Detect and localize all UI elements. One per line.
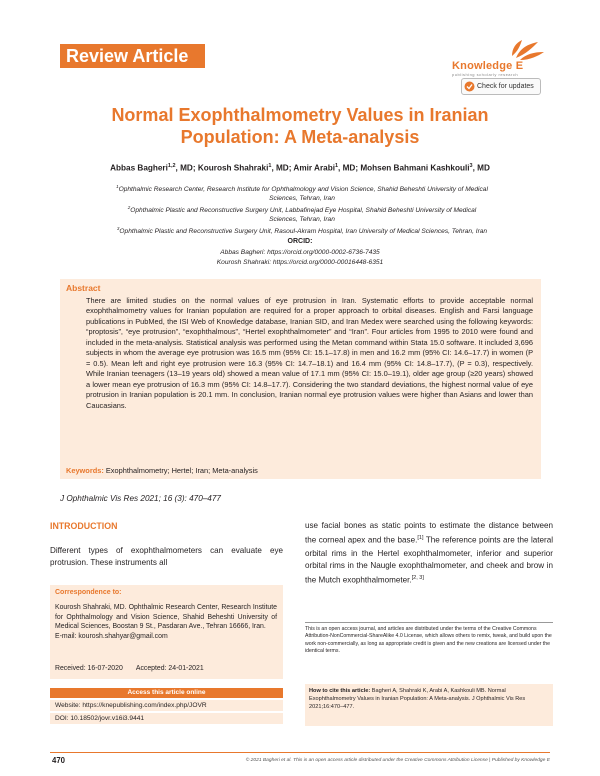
- introduction-text-right: [305, 520, 553, 587]
- introduction-heading: INTRODUCTION: [50, 521, 118, 531]
- orcid-heading: ORCID:: [287, 238, 313, 245]
- publisher-logo-subtext: publishing scholarly research: [452, 72, 519, 77]
- affiliation-line: Ophthalmic Research Center, Research Institute for Ophthalmology and Vision Science, Shahid Beheshti University of Medical: [118, 186, 488, 194]
- author-affiliation-sup: 1,2: [167, 163, 176, 169]
- accepted-date: Accepted: 24-01-2021: [135, 665, 204, 672]
- correspondence-address: Kourosh Shahraki, MD. Ophthalmic Research Center, Research Institute for Ophthalmology and Vision Science, Shahid Beheshti University of Medical Sciences, Boostan 9 St., Pasdaran Ave., Tehran 16666, Iran.: [55, 604, 277, 630]
- author-name: Mohsen Bahmani Kashkouli: [360, 163, 470, 173]
- how-to-cite: [309, 688, 549, 711]
- correspondence-heading: Correspondence to:: [55, 589, 122, 596]
- received-date: Received: 16-07-2020: [55, 665, 123, 672]
- publisher-logo-text: Knowledge E: [452, 60, 524, 72]
- abstract-text: There are limited studies on the normal values of eye protrusion in Iran. Systematic efforts to provide acceptable normal exophthalmometry values for Iranian population are required for a proper approach to orbital diseases. English and Farsi language publications in PubMed, the ISI Web of Knowledge database, Iranian SID, and Iran Medex were searched using the following keywords: “proptosis”, “eye protrusion”, “exophthalmous”, “Hertel exophthalmometer” and “Iran”. Four articles from 1995 to 2010 were found and included in the meta-analysis. Statistical analysis was performed using the Metan command within Stata 15.0 software. It included 3,696 subjects in whom the average eye protrusion was 16.5 mm (95% CI: 15.1–17.8) in men and 16.2 mm (95% CI: 14.6–17.7) in women (P = 0.5). Mean left and right eye protrusion were 16.3 (95% CI: 14.7–18.1) and 16.4 mm (95% CI: 14.8–17.7), (P = 0.3), respectively. While Iranian teenagers (13–19 years old) showed a mean value of 17.1 mm (95% CI: 15.0–19.1), older age group (≥20 years) showed a lower mean eye protrusion of 16.3 mm (95% CI: 14.8–17.7). Considering the two standard deviations, the highest normal value of eye protrusion in Iranian population is 20.1 mm. In conclusion, Iranian normal eye protrusion values were higher than Asians and lower than Caucasians.: [86, 296, 533, 410]
- divider: [305, 622, 553, 623]
- author-name: Kourosh Shahraki: [197, 163, 269, 173]
- website-link[interactable]: Website: https://knepublishing.com/index.php/JOVR: [50, 700, 283, 711]
- page-number: 470: [52, 756, 66, 765]
- doi-link[interactable]: DOI: 10.18502/jovr.v16i3.9441: [50, 713, 283, 724]
- article-dates: [55, 665, 204, 672]
- title-line-2: Population: A Meta-analysis: [180, 127, 420, 147]
- citation-ref[interactable]: [1]: [417, 535, 424, 542]
- author-name: Abbas Bagheri: [110, 163, 168, 173]
- keywords-label: Keywords:: [66, 466, 104, 475]
- correspondence-body: [55, 603, 277, 641]
- author-list: [40, 163, 560, 173]
- affiliation-line: Ophthalmic Plastic and Reconstructive Surgery Unit, Labbafinejad Eye Hospital, Shahid Beheshti University of Medical: [130, 207, 477, 215]
- orcid-link[interactable]: Kourosh Shahraki: https://orcid.org/0000-00016448-6351: [216, 259, 384, 266]
- author-affiliation-sup: 1: [334, 163, 339, 169]
- article-type-banner: Review Article: [60, 44, 205, 68]
- affiliation-line: Sciences, Tehran, Iran: [269, 195, 335, 203]
- author-degree: , MD: [472, 163, 490, 173]
- footer-divider: [50, 752, 550, 753]
- intro-sentence-a: use facial bones as static points to estimate the distance between the corneal apex and the base.: [305, 521, 553, 546]
- affiliation-sup: 2: [127, 205, 131, 210]
- orcid-link[interactable]: Abbas Bagheri: https://orcid.org/0000-0002-6736-7435: [220, 249, 380, 256]
- license-text: This is an open access journal, and articles are distributed under the terms of the Creative Commons Attribution-NonCommercial-ShareAlike 4.0 License, which allows others to remix, tweak, and build upon the work non-commercially, as long as appropriate credit is given and the new creations are licensed under the identical terms.: [305, 626, 552, 655]
- article-title: [50, 104, 550, 148]
- access-online-heading: Access this article online: [50, 688, 283, 698]
- author-degree: , MD;: [175, 163, 198, 173]
- check-updates-icon: [464, 81, 475, 92]
- check-for-updates-button[interactable]: Check for updates: [461, 78, 541, 95]
- how-to-cite-text: Bagheri A, Shahraki K, Arabi A, Kashkouli MB. Normal Exophthalmometry Values in Iranian Population: A Meta-analysis. J Ophthalmic Vis Res 2021;16:470–477.: [309, 688, 526, 710]
- author-degree: , MD;: [338, 163, 361, 173]
- affiliation-sup: 1: [116, 184, 119, 189]
- affiliation-line: Sciences, Tehran, Iran: [269, 216, 335, 224]
- author-affiliation-sup: 1: [268, 163, 272, 169]
- how-to-cite-label: How to cite this article:: [309, 688, 371, 694]
- correspondence-email[interactable]: E-mail: kourosh.shahyar@gmail.com: [55, 632, 168, 640]
- author-name: Amir Arabi: [293, 163, 335, 173]
- introduction-text-left: Different types of exophthalmometers can evaluate eye protrusion. These instruments all: [50, 546, 283, 568]
- journal-citation: J Ophthalmic Vis Res 2021; 16 (3): 470–477: [60, 494, 221, 503]
- affiliation-2: [52, 203, 552, 224]
- keywords-value: Exophthalmometry; Hertel; Iran; Meta-analysis: [105, 466, 258, 475]
- affiliation-3: [52, 224, 552, 236]
- affiliation-line: Ophthalmic Plastic and Reconstructive Surgery Unit, Rasoul-Akram Hospital, Iran University of Medical Sciences, Tehran, Iran: [119, 228, 488, 236]
- author-affiliation-sup: 3: [469, 163, 473, 169]
- intro-sentence-b: The reference points are the lateral orbital rims in the Hertel exophthalmometer, inferior and superior orbital rims in the Naugle exophthalmometer, and cheek and brow in the Mutch exophthalmometer.: [305, 536, 554, 585]
- affiliation-1: [52, 182, 552, 203]
- citation-ref[interactable]: [2, 3]: [411, 575, 424, 582]
- keywords: [66, 466, 536, 475]
- abstract-heading: Abstract: [66, 283, 101, 293]
- affiliation-sup: 3: [116, 226, 120, 231]
- title-line-1: Normal Exophthalmometry Values in Iranian: [111, 105, 489, 125]
- footer-license: © 2021 Bagheri et al. This is an open access article distributed under the Creative Commons Attribution License | Published by Knowledge E: [245, 758, 550, 763]
- author-degree: , MD;: [271, 163, 294, 173]
